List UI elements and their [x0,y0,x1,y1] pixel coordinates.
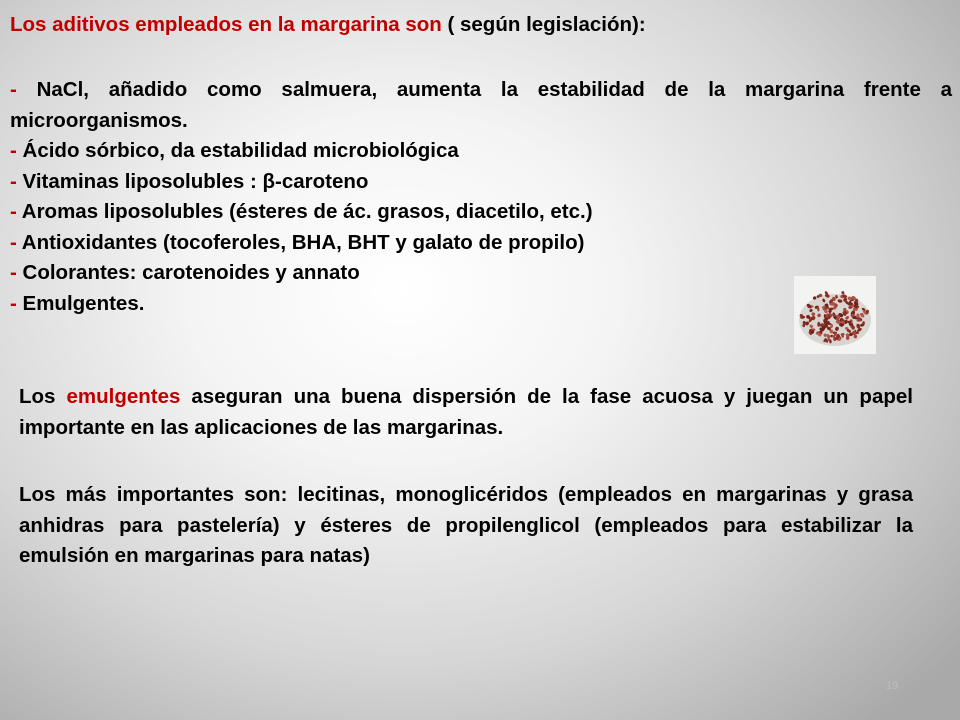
slide-title [10,12,940,38]
list-dash: - [10,78,37,101]
title-highlight: Los aditivos empleados en la margarina son [10,13,442,36]
seeds-illustration [794,276,876,354]
list-item [10,228,952,259]
list-dash: - [10,291,23,315]
list-dash: - [10,169,23,193]
list-item-text: Ácido sórbico, da estabilidad microbiológica [22,139,459,162]
emulgentes-paragraph [19,382,913,443]
list-item-text: Emulgentes. [22,291,145,315]
list-item [10,136,952,167]
list-dash: - [10,230,22,254]
page-number: 19 [886,680,899,692]
important-emulgentes-paragraph: Los más importantes son: lecitinas, monoglicéridos (empleados en margarinas y grasa anhidras para pastelería) y ésteres de propilenglicol (empleados para estabilizar la emulsión en margarinas para natas) [19,483,913,567]
paragraph-text: aseguran una buena dispersión de la fase acuosa y juegan un papel importante en las aplicaciones de las margarinas. [19,385,913,439]
list-item [10,167,952,198]
seed [841,291,845,295]
list-item-text: NaCl, añadido como salmuera, aumenta la estabilidad de la margarina frente a microorganismos. [10,78,952,132]
list-item-text: Vitaminas liposolubles : β-caroteno [22,169,369,193]
list-dash: - [10,139,23,162]
paragraph-text: Los [19,385,67,408]
list-item-text: Antioxidantes (tocoferoles, BHA, BHT y galato de propilo) [21,230,585,254]
list-dash: - [10,200,22,223]
list-item [10,197,952,228]
annatto-seeds-photo [794,276,876,354]
list-item-text: Aromas liposolubles (ésteres de ác. grasos, diacetilo, etc.) [21,200,593,223]
title-rest: ( según legislación): [441,13,646,36]
list-item [10,75,952,136]
seed [839,323,844,326]
emulgentes-highlight: emulgentes [66,385,181,408]
list-dash: - [10,261,23,284]
list-item-text: Colorantes: carotenoides y annato [22,261,360,284]
